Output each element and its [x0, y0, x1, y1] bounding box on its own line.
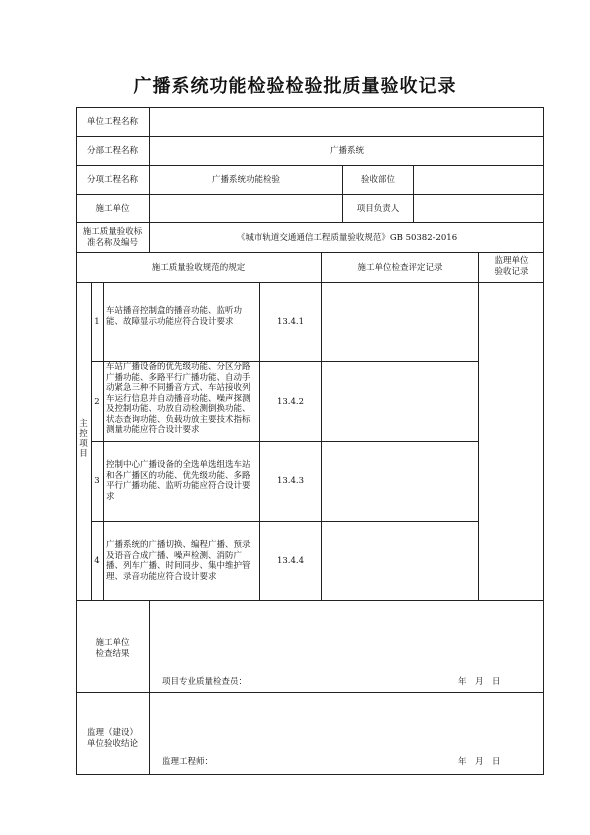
item-clause: 13.4.3	[276, 476, 305, 486]
item-number: 4	[94, 556, 100, 566]
item-text: 车站广播设备的优先级功能、分区分路广播功能、多路平行广播功能、自动手动紧急三种不同播音方式、车站接收列车运行信息并自动播音功能、噪声探测及控制功能、功放自动检测倒换功能、状态查询功能、负载功放主要技术指标测量功能应符合设计要求	[106, 362, 251, 435]
item-text: 车站播音控制盒的播音功能、监听功能、故障显示功能应符合设计要求	[106, 306, 243, 327]
header-supervision-l1: 监理单位	[494, 256, 529, 266]
page-title: 广播系统功能检验检验批质量验收记录	[133, 76, 457, 97]
label-acceptance-part: 验收部位	[360, 175, 395, 185]
label-sub-project: 分部工程名称	[86, 146, 138, 156]
label-check-result-l2: 检查结果	[95, 649, 130, 659]
item-number: 1	[94, 317, 100, 327]
label-standard-l2: 准名称及编号	[86, 238, 138, 248]
header-supervision-l2: 验收记录	[494, 267, 529, 277]
quality-inspector-label: 项目专业质量检查员：	[162, 677, 248, 687]
label-main-control: 主控项目	[79, 419, 88, 459]
label-project-manager: 项目负责人	[356, 204, 400, 214]
item-text: 广播系统的广播切换、编程广播、预录及语音合成广播、噪声检测、消防广播、列车广播、时间同步、集中维护管理、录音功能应符合设计要求	[106, 540, 251, 582]
item-number: 2	[94, 397, 100, 407]
label-construction-unit: 施工单位	[95, 204, 130, 214]
supervision-engineer-label: 监理工程师：	[162, 757, 214, 767]
item-clause: 13.4.4	[276, 556, 305, 566]
header-record: 施工单位检查评定记录	[357, 263, 443, 273]
field-standard: 《城市轨道交通通信工程质量验收规范》GB 50382-2016	[236, 233, 458, 243]
item-number: 3	[94, 476, 100, 486]
label-sub-item-project: 分项工程名称	[86, 175, 138, 185]
label-supervision-conclusion-l1: 监理（建设）	[86, 728, 138, 738]
item-clause: 13.4.1	[276, 317, 305, 327]
check-date: 年 月 日	[458, 677, 501, 687]
header-spec: 施工质量验收规范的规定	[151, 263, 246, 273]
supervision-date: 年 月 日	[458, 757, 501, 767]
field-sub-project[interactable]: 广播系统	[329, 146, 364, 156]
label-check-result-l1: 施工单位	[95, 638, 130, 648]
label-unit-project: 单位工程名称	[86, 117, 138, 127]
label-supervision-conclusion-l2: 单位验收结论	[86, 739, 138, 749]
item-text: 控制中心广播设备的全选单选组选车站和各广播区的功能、优先级功能、多路平行广播功能、监听功能应符合设计要求	[106, 460, 251, 502]
label-standard-l1: 施工质量验收标	[82, 227, 143, 237]
item-clause: 13.4.2	[276, 397, 305, 407]
field-sub-item-project[interactable]: 广播系统功能检验	[211, 175, 280, 185]
